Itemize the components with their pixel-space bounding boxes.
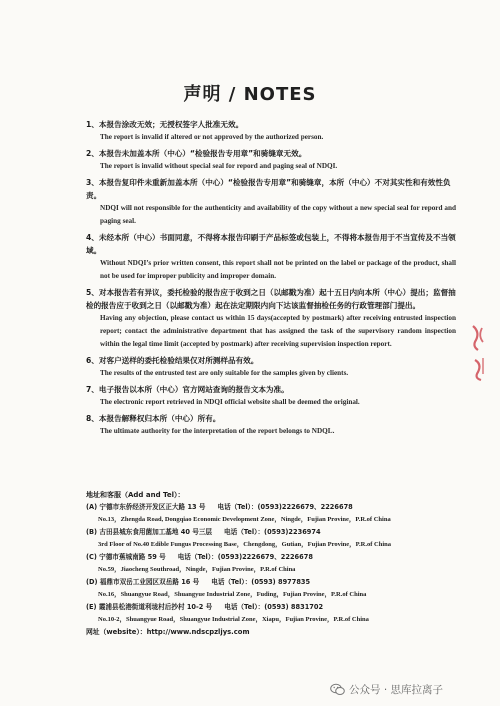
note-en: The ultimate authority for the interpretation of the report belongs to NDQL. — [100, 427, 335, 435]
address-zh: (C) 宁德市蕉城南路 59 号 — [86, 553, 166, 561]
watermark-text: 公众号 · 思库拉离子 — [349, 684, 444, 696]
address-block — [86, 489, 466, 639]
note-item — [86, 231, 456, 283]
address-en: 3rd Floor of No.40 Edible Fungus Processing Base，Chengdong，Gutian，Fujian Provine，P.R.of China — [98, 540, 392, 548]
address-en: No.13，Zhengda Road, Dongqiao Economic Development Zone，Ningde，Fujian Provine，P.R.of China — [98, 515, 391, 523]
note-item — [86, 354, 456, 380]
website-line: 网址（website）：http://www.ndscpzljys.com — [86, 628, 250, 636]
page-title: 声明 / NOTES — [183, 84, 317, 105]
address-en: No.10-2，Shuangyue Road，Shuangyue Industrial Zone，Xiapu，Fujian Provine，P.R.of China — [98, 615, 369, 623]
address-line — [86, 501, 466, 514]
address-zh: (E) 霞浦县松港街道利垅村后抄村 10-2 号 — [86, 603, 213, 611]
address-tel: 电话（Tel）：(0593) 8977835 — [211, 578, 311, 586]
note-en: The results of the entrusted test are only suitable for the samples given by clients. — [100, 369, 349, 377]
address-line — [86, 576, 466, 589]
address-line — [86, 526, 466, 539]
note-en: NDQI will not responsible for the authenticity and availability of the copy without a new special seal for repord and paging seal. — [100, 204, 456, 225]
red-seal-mark — [470, 322, 488, 382]
address-line — [86, 601, 466, 614]
address-zh: (B) 古田县城东食用菌加工基地 40 号三层 — [86, 528, 213, 536]
note-en: The electronic report retrieved in NDQI official website shall be deemed the original. — [100, 398, 360, 406]
address-zh: (D) 福鼎市双岳工业园区双岳路 16 号 — [86, 578, 200, 586]
wechat-icon — [330, 683, 345, 696]
note-zh: 4、未经本所（中心）书面同意，不得将本报告印刷于产品标签或包装上，不得将本报告用于不当宣传及不当领域。 — [86, 233, 456, 255]
note-item — [86, 383, 456, 409]
note-zh: 2、本报告未加盖本所（中心）“检验报告专用章”和骑缝章无效。 — [86, 149, 307, 158]
note-item — [86, 412, 456, 438]
note-zh: 6、对客户送样的委托检验结果仅对所测样品有效。 — [86, 356, 259, 365]
note-en: Without NDQI’s prior written consent, this report shall not be printed on the label or package of the product, shall not be used for improper publicity and improper domain. — [100, 259, 456, 280]
note-zh: 8、本报告解释权归本所（中心）所有。 — [86, 414, 221, 423]
note-zh: 5、对本报告若有异议，委托检验的报告应于收到之日（以邮戳为准）起十五日内向本所（中心）提出；监督抽检的报告应于收到之日（以邮戳为准）起在法定期限内向下达该监督抽检任务的行政管理部门提出。 — [86, 288, 456, 310]
address-tel: 电话（Tel）：(0593)2226679、2226678 — [217, 503, 353, 511]
note-en: The report is invalid without special seal for repord and paging seal of NDQI. — [100, 162, 338, 170]
address-tel: 电话（Tel）：(0593) 8831702 — [224, 603, 324, 611]
note-en: The report is invalid if altered or not approved by the authorized person. — [100, 133, 324, 141]
address-en: No.59，Jiaocheng Southroad，Ningde，Fujian Provine，P.R.of China — [98, 565, 296, 573]
note-item — [86, 118, 456, 144]
address-en: No.16，Shuangyue Road，Shuangyue Industrial Zone，Fuding，Fujian Provine，P.R.of China — [98, 590, 367, 598]
note-zh: 3、本报告复印件未重新加盖本所（中心）“检验报告专用章”和骑缝章，本所（中心）不对其实性和有效性负责。 — [86, 178, 451, 200]
note-en: Having any objection, please contact us within 15 days(accepted by postmark) after receiving entrusted inspection report; contact the administrative department that has assigned the task of the supervisory random inspection within the legal time limit (accepted by postmark) after receiving supervision inspection report. — [100, 314, 456, 348]
address-tel: 电话（Tel）：(0593)2236974 — [224, 528, 321, 536]
note-item — [86, 176, 456, 228]
address-title: 地址和客服（Add and Tel）： — [86, 491, 185, 499]
note-zh: 1、本报告涂改无效；无授权签字人批准无效。 — [86, 120, 244, 129]
note-item — [86, 147, 456, 173]
note-item — [86, 286, 456, 351]
watermark — [330, 682, 443, 697]
address-zh: (A) 宁德市东侨经济开发区正大路 13 号 — [86, 503, 206, 511]
address-line — [86, 551, 466, 564]
notes-list — [86, 118, 456, 441]
address-tel: 电话（Tel）：(0593)2226679、2226678 — [177, 553, 313, 561]
note-zh: 7、电子报告以本所（中心）官方网站查询的报告文本为准。 — [86, 385, 289, 394]
